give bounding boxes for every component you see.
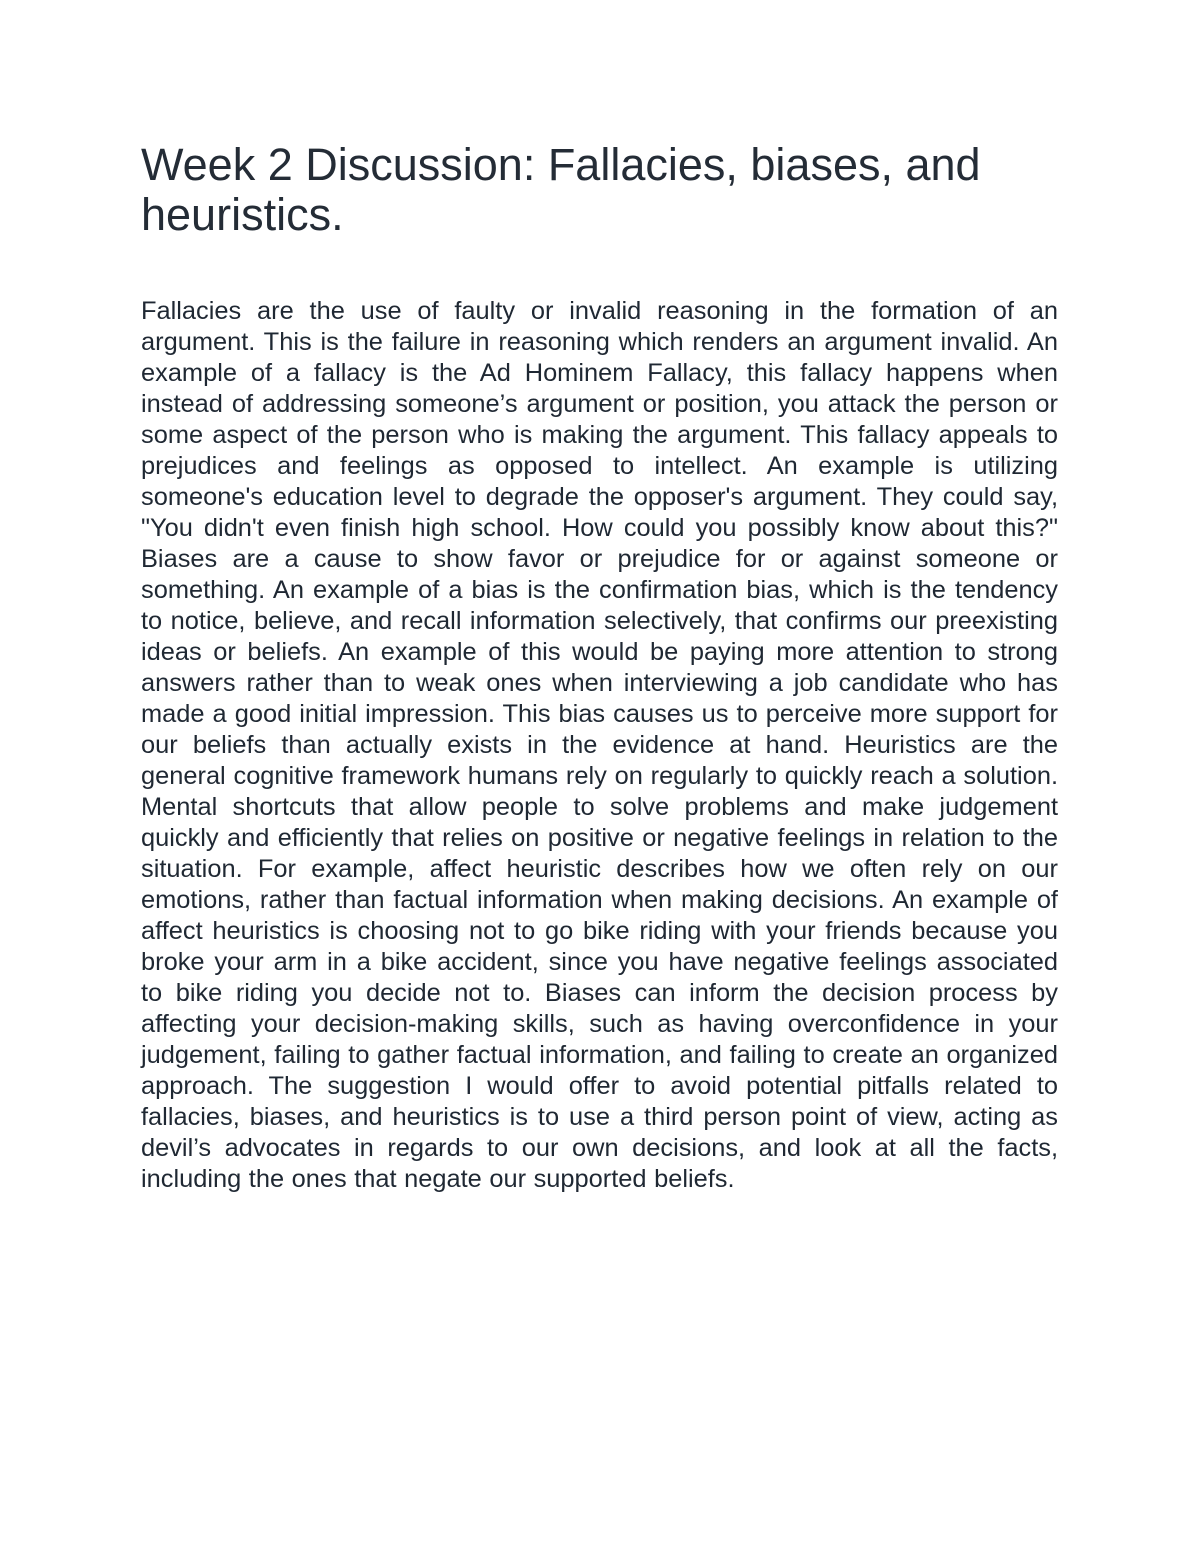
document-body-paragraph: Fallacies are the use of faulty or invalid reasoning in the formation of an argument. This is the failure in reasoning which renders an argument invalid. An example of a fallacy is the Ad Hominem Fallacy, this fallacy happens when instead of addressing someone’s argument or position, you attack the person or some aspect of the person who is making the argument. This fallacy appeals to prejudices and feelings as opposed to intellect. An example is utilizing someone's education level to degrade the opposer's argument. They could say, "You didn't even finish high school. How could you possibly know about this?" Biases are a cause to show favor or prejudice for or against someone or something. An example of a bias is the confirmation bias, which is the tendency to notice, believe, and recall information selectively, that confirms our preexisting ideas or beliefs. An example of this would be paying more attention to strong answers rather than to weak ones when interviewing a job candidate who has made a good initial impression. This bias causes us to perceive more support for our beliefs than actually exists in the evidence at hand. Heuristics are the general cognitive framework humans rely on regularly to quickly reach a solution. Mental shortcuts that allow people to solve problems and make judgement quickly and efficiently that relies on positive or negative feelings in relation to the situation. For example, affect heuristic describes how we often rely on our emotions, rather than factual information when making decisions. An example of affect heuristics is choosing not to go bike riding with your friends because you broke your arm in a bike accident, since you have negative feelings associated to bike riding you decide not to. Biases can inform the decision process by affecting your decision-making skills, such as having overconfidence in your judgement, failing to gather factual information, and failing to create an organized approach. The suggestion I would offer to avoid potential pitfalls related to fallacies, biases, and heuristics is to use a third person point of view, acting as devil’s advocates in regards to our own decisions, and look at all the facts, including the ones that negate our supported beliefs.	[141, 297, 1058, 1193]
document-title: Week 2 Discussion: Fallacies, biases, and heuristics.	[141, 139, 981, 240]
